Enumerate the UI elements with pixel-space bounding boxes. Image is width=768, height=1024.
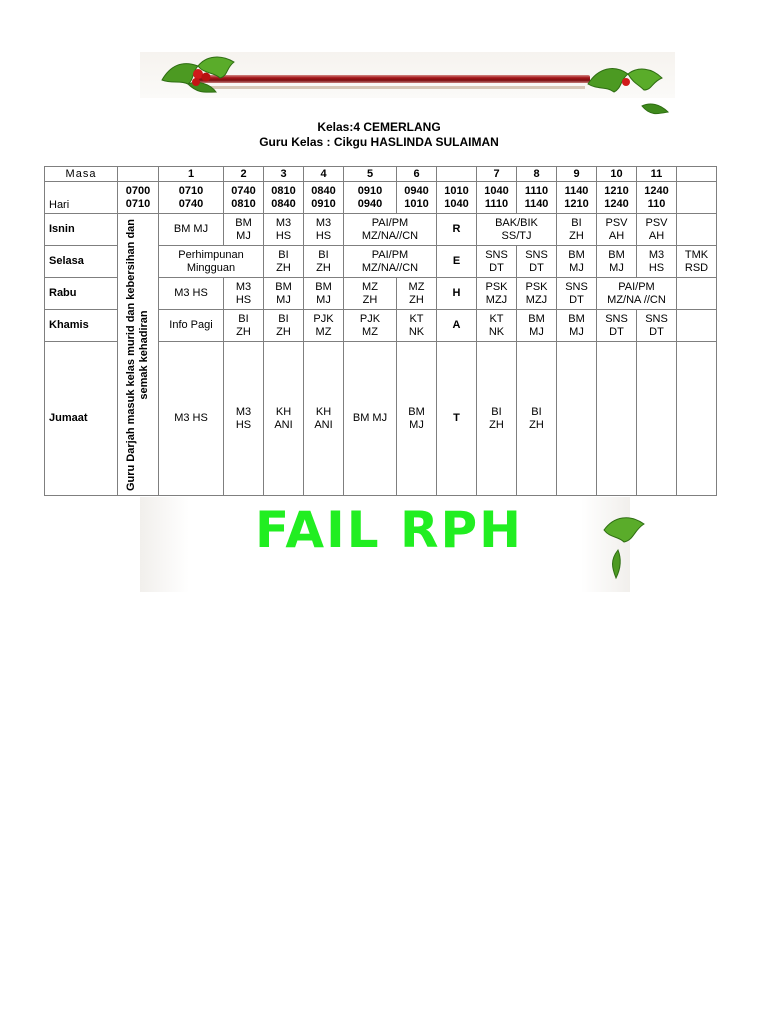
assembly-note: Guru Darjah masuk kelas murid dan kebersihan dan semak kehadiran (125, 218, 150, 491)
lesson-cell: SNS DT (597, 310, 637, 342)
time-cell: 1140 1210 (557, 182, 597, 214)
period-number-blank (118, 167, 159, 182)
lesson-cell: SNS DT (557, 278, 597, 310)
lesson-cell: BM MJ (557, 310, 597, 342)
lesson-cell: SNS DT (637, 310, 677, 342)
lesson-cell-blank (677, 278, 717, 310)
lesson-cell: BI ZH (557, 214, 597, 246)
lesson-cell: M3 HS (637, 246, 677, 278)
lesson-cell-blank (597, 342, 637, 496)
lesson-cell: BAK/BIK SS/TJ (477, 214, 557, 246)
day-label: Selasa (45, 246, 118, 278)
lesson-cell: PAI/PM MZ/NA//CN (344, 246, 437, 278)
time-cell: 0910 0940 (344, 182, 397, 214)
lesson-cell: TMK RSD (677, 246, 717, 278)
day-label: Jumaat (45, 342, 118, 496)
lesson-cell: KH ANI (304, 342, 344, 496)
time-cell: 0740 0810 (224, 182, 264, 214)
lesson-cell: M3 HS (264, 214, 304, 246)
lesson-cell: M3 HS (224, 278, 264, 310)
time-cell-blank (677, 182, 717, 214)
time-cell: 0700 0710 (118, 182, 159, 214)
lesson-cell: PAI/PM MZ/NA //CN (597, 278, 677, 310)
class-name: Kelas:4 CEMERLANG (317, 120, 441, 134)
break-letter: H (437, 278, 477, 310)
lesson-cell: M3 HS (159, 342, 224, 496)
decorative-ribbon (195, 75, 590, 83)
lesson-cell: M3 HS (304, 214, 344, 246)
time-cell: 1110 1140 (517, 182, 557, 214)
lesson-cell: MZ ZH (397, 278, 437, 310)
lesson-cell: PJK MZ (344, 310, 397, 342)
timetable (44, 166, 717, 496)
lesson-cell: KT NK (397, 310, 437, 342)
time-cell: 1240 110 (637, 182, 677, 214)
lesson-cell: BM MJ (304, 278, 344, 310)
hari-label: Hari (45, 182, 118, 214)
period-number: 9 (557, 167, 597, 182)
lesson-cell: BI ZH (264, 310, 304, 342)
day-label: Isnin (45, 214, 118, 246)
lesson-cell-blank (637, 342, 677, 496)
period-number: 11 (637, 167, 677, 182)
lesson-cell: BM MJ (397, 342, 437, 496)
time-cell: 1040 1110 (477, 182, 517, 214)
day-row-isnin (45, 214, 717, 246)
period-number-row (45, 167, 717, 182)
time-row (45, 182, 717, 214)
lesson-cell: M3 HS (224, 342, 264, 496)
period-number: 7 (477, 167, 517, 182)
lesson-cell-blank (557, 342, 597, 496)
class-teacher: Guru Kelas : Cikgu HASLINDA SULAIMAN (259, 135, 499, 149)
lesson-cell: KH ANI (264, 342, 304, 496)
lesson-cell: BM MJ (344, 342, 397, 496)
lesson-cell: PSV AH (597, 214, 637, 246)
period-number: 8 (517, 167, 557, 182)
lesson-cell: BM MJ (597, 246, 637, 278)
period-number: 6 (397, 167, 437, 182)
lesson-cell: BM MJ (224, 214, 264, 246)
period-number: 3 (264, 167, 304, 182)
timetable-heading (44, 120, 714, 150)
lesson-cell-blank (677, 310, 717, 342)
masa-label: Masa (45, 167, 118, 182)
period-number: 1 (159, 167, 224, 182)
period-number: 5 (344, 167, 397, 182)
lesson-cell: BM MJ (159, 214, 224, 246)
decorative-ribbon-shadow (200, 86, 585, 89)
period-number-blank (677, 167, 717, 182)
lesson-cell: BM MJ (557, 246, 597, 278)
lesson-cell: SNS DT (477, 246, 517, 278)
period-number: 4 (304, 167, 344, 182)
break-letter: E (437, 246, 477, 278)
lesson-cell: Perhimpunan Mingguan (159, 246, 264, 278)
assembly-note-cell (118, 214, 159, 496)
lesson-cell: PJK MZ (304, 310, 344, 342)
time-cell: 0710 0740 (159, 182, 224, 214)
lesson-cell-blank (677, 342, 717, 496)
day-label: Khamis (45, 310, 118, 342)
lesson-cell: PAI/PM MZ/NA//CN (344, 214, 437, 246)
lesson-cell: BI ZH (264, 246, 304, 278)
lesson-cell: BM MJ (517, 310, 557, 342)
day-label: Rabu (45, 278, 118, 310)
holly-decoration-icon (578, 56, 674, 118)
lesson-cell: PSK MZJ (477, 278, 517, 310)
lesson-cell: M3 HS (159, 278, 224, 310)
time-cell: 0810 0840 (264, 182, 304, 214)
lesson-cell: KT NK (477, 310, 517, 342)
break-letter: A (437, 310, 477, 342)
time-cell: 0940 1010 (397, 182, 437, 214)
break-letter: R (437, 214, 477, 246)
lesson-cell: BM MJ (264, 278, 304, 310)
lesson-cell: MZ ZH (344, 278, 397, 310)
holly-decoration-icon (158, 50, 244, 96)
lesson-cell-blank (677, 214, 717, 246)
lesson-cell: BI ZH (517, 342, 557, 496)
lesson-cell: BI ZH (224, 310, 264, 342)
break-letter: T (437, 342, 477, 496)
lesson-cell: SNS DT (517, 246, 557, 278)
lesson-cell: PSV AH (637, 214, 677, 246)
file-title: FAIL RPH (255, 501, 523, 559)
period-number: 10 (597, 167, 637, 182)
period-number: 2 (224, 167, 264, 182)
lesson-cell: BI ZH (477, 342, 517, 496)
time-cell: 1010 1040 (437, 182, 477, 214)
lesson-cell: Info Pagi (159, 310, 224, 342)
lesson-cell: BI ZH (304, 246, 344, 278)
period-number-blank (437, 167, 477, 182)
lesson-cell: PSK MZJ (517, 278, 557, 310)
time-cell: 1210 1240 (597, 182, 637, 214)
time-cell: 0840 0910 (304, 182, 344, 214)
